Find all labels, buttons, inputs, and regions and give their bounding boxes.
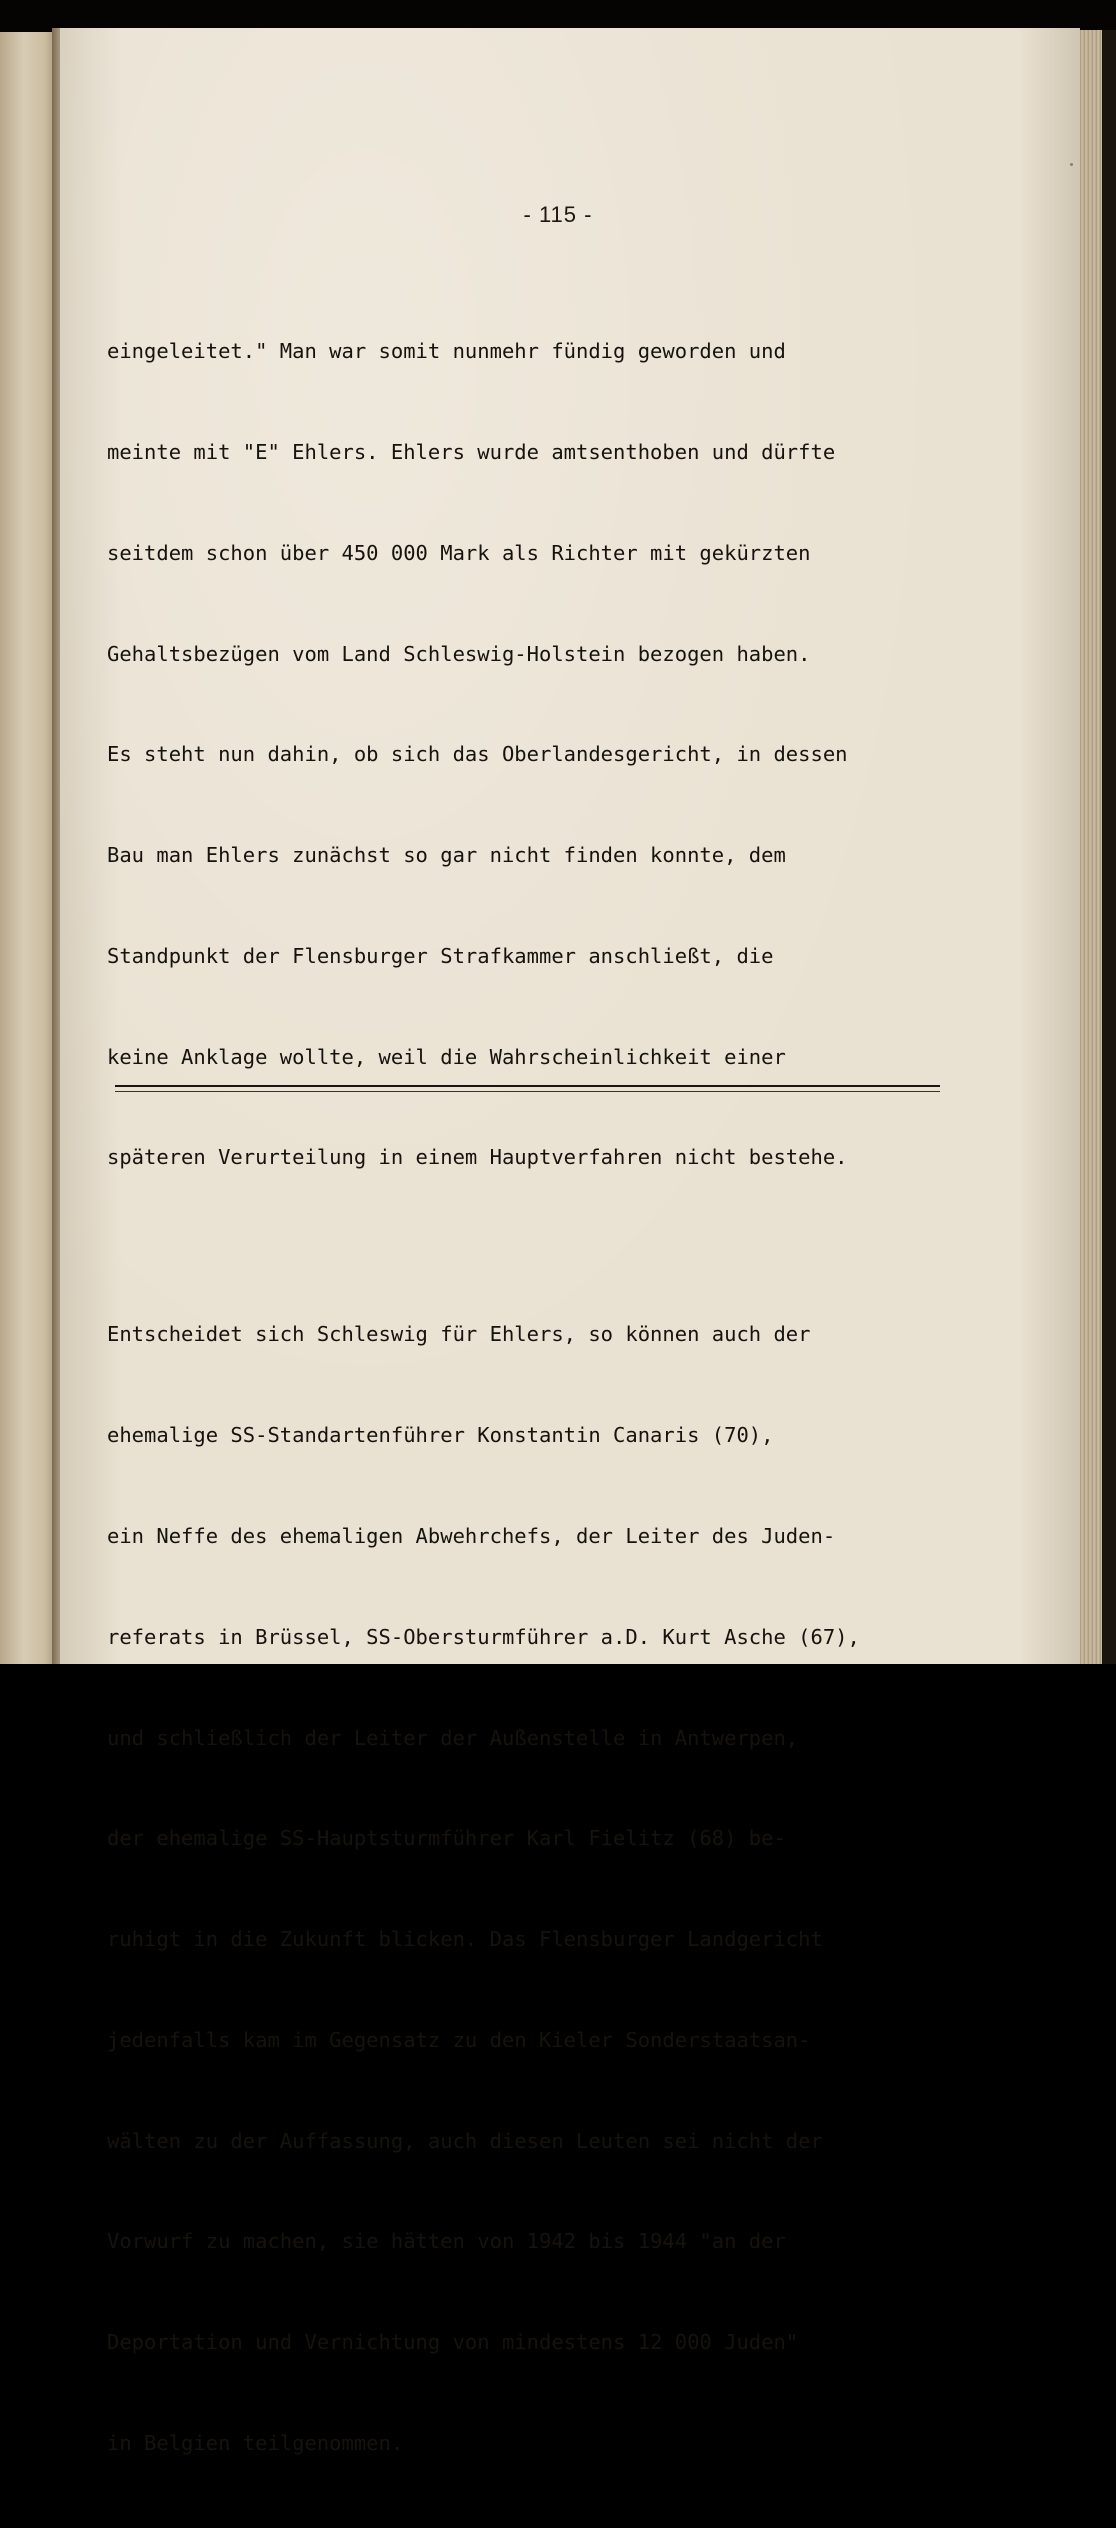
text-line: ehemalige SS-Standartenführer Konstantin Canaris (70), bbox=[107, 1423, 774, 1448]
text-line: Es steht nun dahin, ob sich das Oberlandesgericht, in dessen bbox=[107, 742, 848, 767]
scan-background-edge bbox=[1102, 30, 1116, 1664]
text-line: keine Anklage wollte, weil die Wahrscheinlichkeit einer bbox=[107, 1044, 786, 1069]
text-line: in Belgien teilgenommen. bbox=[107, 2431, 404, 2455]
text-line: jedenfalls kam im Gegensatz zu den Kieler Sonderstaatsan- bbox=[107, 2027, 811, 2052]
page-number: - 115 - bbox=[523, 202, 593, 227]
text-line: ruhigt in die Zukunft blicken. Das Flensburger Landgericht bbox=[107, 1927, 823, 1952]
text-line: Deportation und Vernichtung von mindestens 12 000 Juden" bbox=[107, 2330, 799, 2355]
paper-speck bbox=[1070, 163, 1073, 166]
text-line: Bau man Ehlers zunächst so gar nicht finden konnte, dem bbox=[107, 843, 786, 868]
text-line: wälten zu der Auffassung, auch diesen Leuten sei nicht der bbox=[107, 2128, 823, 2153]
text-line: meinte mit "E" Ehlers. Ehlers wurde amtsenthoben und dürfte bbox=[107, 439, 836, 464]
text-line: Gehaltsbezügen vom Land Schleswig-Holstein bezogen haben. bbox=[107, 641, 811, 666]
body-text bbox=[107, 268, 947, 2528]
text-line: ein Neffe des ehemaligen Abwehrchefs, der Leiter des Juden- bbox=[107, 1523, 836, 1548]
text-line: referats in Brüssel, SS-Obersturmführer a.D. Kurt Asche (67), bbox=[107, 1624, 860, 1649]
paragraph-gap bbox=[107, 1242, 947, 1251]
page-stack-edge bbox=[1080, 30, 1102, 1664]
text-line: seitdem schon über 450 000 Mark als Richter mit gekürzten bbox=[107, 540, 811, 565]
horizontal-rule bbox=[115, 1085, 940, 1087]
horizontal-rule bbox=[115, 1091, 940, 1092]
text-line: Vorwurf zu machen, sie hätten von 1942 bis 1944 "an der bbox=[107, 2229, 786, 2254]
text-line: eingeleitet." Man war somit nunmehr fündig geworden und bbox=[107, 339, 786, 364]
text-line: Standpunkt der Flensburger Strafkammer anschließt, die bbox=[107, 943, 774, 968]
text-line: der ehemalige SS-Hauptsturmführer Karl Fielitz (68) be- bbox=[107, 1826, 786, 1851]
left-page-edge bbox=[0, 32, 60, 1664]
text-line: und schließlich der Leiter der Außenstelle in Antwerpen, bbox=[107, 1725, 799, 1750]
text-line: späteren Verurteilung in einem Hauptverfahren nicht bestehe. bbox=[107, 1145, 848, 1170]
text-line: Entscheidet sich Schleswig für Ehlers, so können auch der bbox=[107, 1322, 811, 1347]
